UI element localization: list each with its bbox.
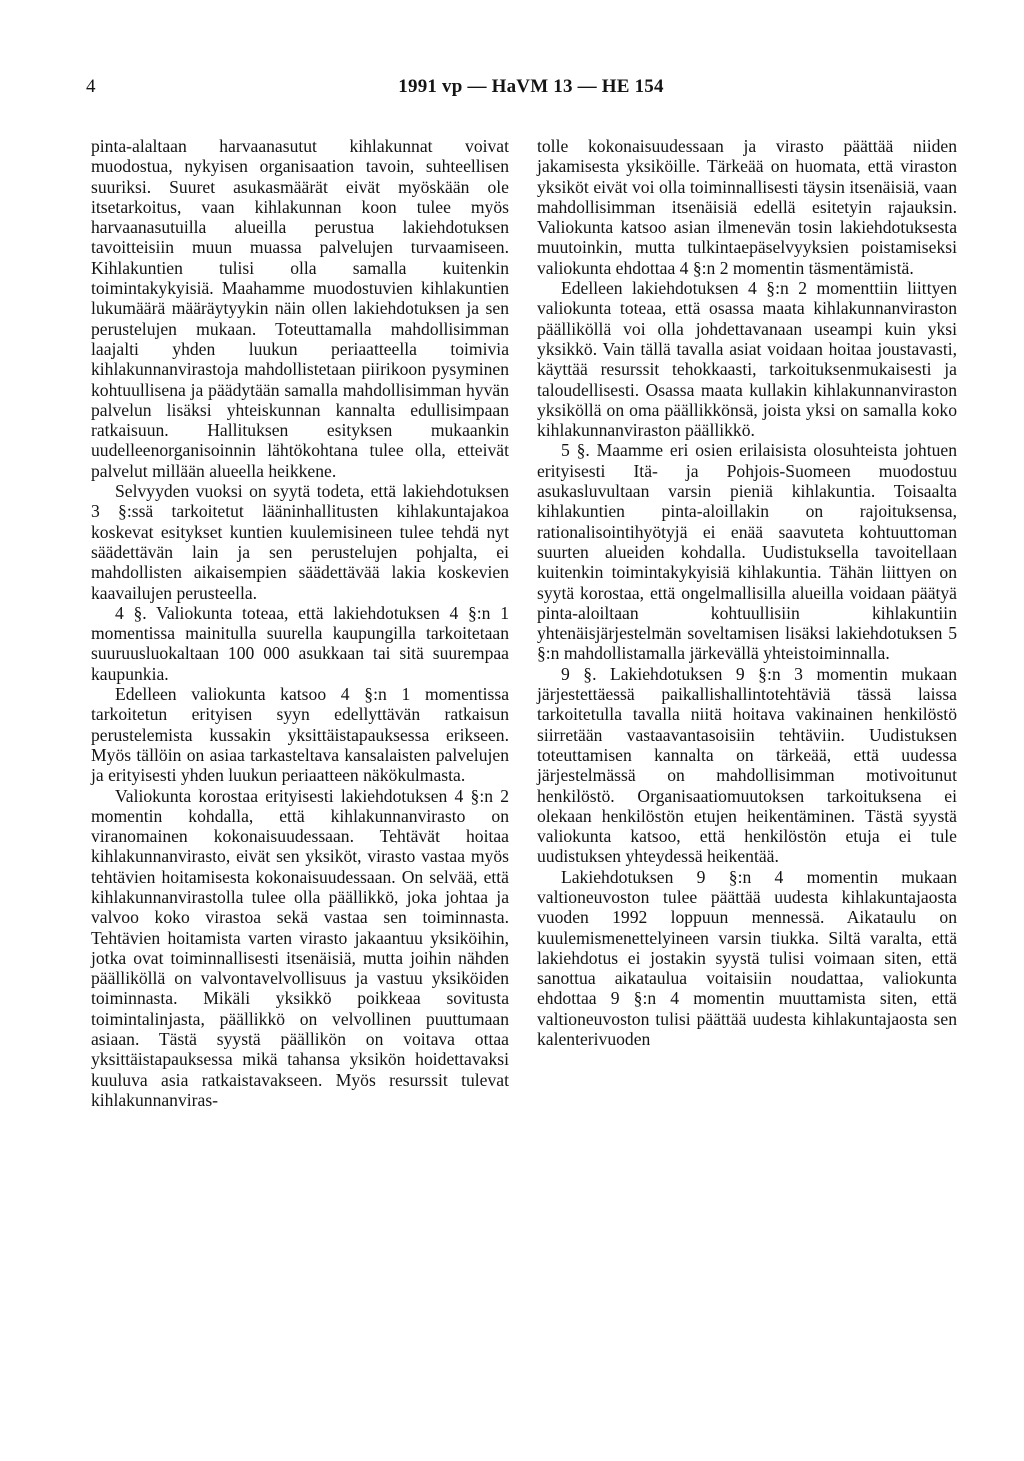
paragraph: Valiokunta korostaa erityisesti lakiehdotuksen 4 §:n 2 momentin kohdalla, että kihlakunnanvirasto on viranomainen kokonaisuudessaan. Tehtävät hoitaa kihlakunnanvirasto, eivät sen yksiköt, virasto vastaa myös tehtävien hoitamisesta kokonaisuudessaan. On selvää, että kihlakunnanvirastolla tulee olla päällikkö, joka johtaa ja valvoo koko virastoa sekä vastaa sen toiminnasta. Tehtävien hoitamista varten virasto jakaantuu yksiköihin, jotka ovat toiminnallisesti itsenäisiä, mutta joihin nähden päälliköllä on valvontavelvollisuus ja vastuu yksiköiden toiminnasta. Mikäli yksikkö poikkeaa sovitusta toimintalinjasta, päällikkö on velvollinen puuttumaan asiaan. Tästä syystä päällikön on voitava ottaa yksittäistapauksessa mikä tahansa yksikön hoidettavaksi kuuluva asia ratkaistavakseen. Myös resurssit tulevat kihlakunnanviras-: [91, 785, 509, 1110]
paragraph: Lakiehdotuksen 9 §:n 4 momentin mukaan valtioneuvoston tulee päättää uudesta kihlakuntajaosta vuoden 1992 loppuun mennessä. Aikataulu on kuulemismenettelyineen varsin tiukka. Siltä varalta, että lakiehdotus ei jostakin syystä tulisi voimaan siten, että sanottua aikataulua voitaisiin noudattaa, valiokunta ehdottaa 9 §:n 4 momentin muuttamista siten, että valtioneuvoston tulisi päättää uudesta kihlakuntajaosta sen kalenterivuoden: [537, 866, 957, 1050]
paragraph: 5 §. Maamme eri osien erilaisista olosuhteista johtuen erityisesti Itä- ja Pohjois-Suomeen muodostuu asukasluvultaan varsin pieniä kihlakuntia. Toisaalta kihlakuntien pinta-aloillakin on rajoituksensa, rationalisointihyötyjä ei enää saavuteta kohtuuttoman suurten alueiden kohdalla. Uudistuksella tavoitellaan kuitenkin toimintakykyisiä kihlakuntia. Tähän liittyen on syytä korostaa, että ongelmallisilla alueilla voidaan päätyä pinta-aloiltaan kohtuullisiin kihlakuntiin yhtenäisjärjestelmän soveltamisen lisäksi lakiehdotuksen 5 §:n mahdollistamalla järkevällä yhteistoiminnalla.: [537, 440, 957, 664]
paragraph: 4 §. Valiokunta toteaa, että lakiehdotuksen 4 §:n 1 momentissa mainitulla suurella kaupungilla tarkoitetaan suuruusluokaltaan 100 000 asukkaan tai sitä suurempaa kaupunkia.: [91, 602, 509, 684]
page-header: [86, 76, 976, 104]
paragraph: Selvyyden vuoksi on syytä todeta, että lakiehdotuksen 3 §:ssä tarkoitetut lääninhallitusten kihlakuntajakoa koskevat esitykset kuntien kuulemisineen tulee tehdä nyt säädettävän lain ja sen perustelujen pohjalta, ei mahdollisten aikaisempien säädettävää lakia koskevien kaavailujen perusteella.: [91, 481, 509, 603]
running-head: 1991 vp — HaVM 13 — HE 154: [398, 76, 664, 97]
paragraph: pinta-alaltaan harvaanasutut kihlakunnat voivat muodostua, nykyisen organisaation tavoin, suhteellisen suuriksi. Suuret asukasmäärät eivät myöskään ole itsetarkoitus, vaan kihlakunnan koon tulee myös harvaanasutuilla alueilla perustua lakiehdotuksen tavoitteisiin muun muassa palvelujen turvaamiseen. Kihlakuntien tulisi olla samalla kuitenkin toimintakykyisiä. Maahamme muodostuvien kihlakuntien lukumäärä määräytyykin näin ollen lakiehdotuksen ja sen perustelujen mukaan. Toteuttamalla mahdollisimman laajalti yhden luukun periaatteella toimivia kihlakunnanvirastoja mahdollistetaan piirikoon pysyminen kohtuullisena ja päädytään samalla mahdollisimman hyvän palvelun lisäksi yhteiskunnan kannalta edullisimpaan ratkaisuun. Hallituksen esityksen mukaankin uudelleenorganisoinnin lähtökohtana tulee olla, etteivät palvelut millään alueella heikkene.: [91, 136, 509, 481]
paragraph: Edelleen valiokunta katsoo 4 §:n 1 momentissa tarkoitetun erityisen syyn edellyttävän ratkaisun perustelemista kussakin yksittäistapauksessa erikseen. Myös tällöin on asiaa tarkasteltava kansalaisten palvelujen ja erityisesti yhden luukun periaatteen näkökulmasta.: [91, 684, 509, 786]
page-number: 4: [86, 76, 96, 97]
paragraph: Edelleen lakiehdotuksen 4 §:n 2 momenttiin liittyen valiokunta toteaa, että osassa maata kihlakunnanviraston päälliköllä voi olla johdettavanaan useampi kuin yksi yksikkö. Vain tällä tavalla asiat voidaan hoitaa joustavasti, käyttää resurssit tehokkaasti, tarkoituksenmukaisesti ja taloudellisesti. Osassa maata kullakin kihlakunnanviraston yksiköllä on oma päällikkönsä, joista yksi on samalla koko kihlakunnanviraston päällikkö.: [537, 278, 957, 441]
paragraph: tolle kokonaisuudessaan ja virasto päättää niiden jakamisesta yksiköille. Tärkeää on huomata, että viraston yksiköt eivät voi olla toiminnallisesti täysin itsenäisiä, vaan mahdollisimman itsenäisiä edellä esitetyin rajauksin. Valiokunta katsoo asian ilmenevän tosin lakiehdotuksesta muutoinkin, mutta tulkintaepäselvyyksien poistamiseksi valiokunta ehdottaa 4 §:n 2 momentin täsmentämistä.: [537, 136, 957, 278]
paragraph: 9 §. Lakiehdotuksen 9 §:n 3 momentin mukaan järjestettäessä paikallishallintotehtäviä tässä laissa tarkoitetulla tavalla niitä hoitava vakinainen henkilöstö siirretään vastaavantasoisiin tehtäviin. Uudistuksen toteuttamisen kannalta on tärkeää, että uudessa järjestelmässä on mahdollisimman motivoitunut henkilöstö. Organisaatiomuutoksen tarkoituksena ei olekaan henkilöstön etujen heikentäminen. Tästä syystä valiokunta katsoo, että henkilöstön etuja ei tule uudistuksen yhteydessä heikentää.: [537, 663, 957, 867]
left-column: [91, 136, 509, 1110]
right-column: [537, 136, 957, 1049]
